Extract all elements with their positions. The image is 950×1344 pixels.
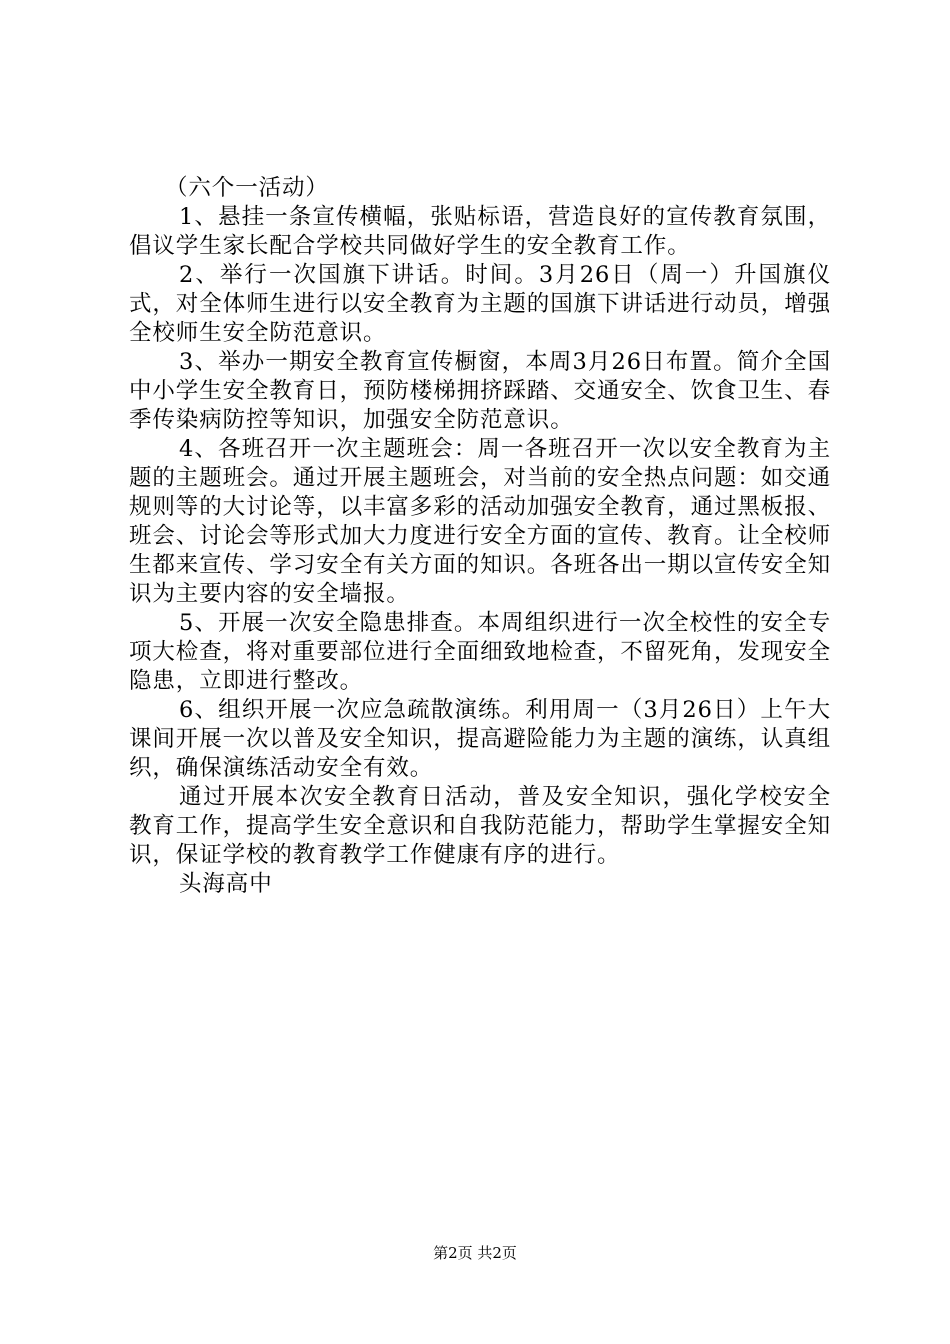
paragraph-conclusion: 通过开展本次安全教育日活动，普及安全知识，强化学校安全教育工作，提高学生安全意识和自我防范能力，帮助学生掌握安全知识，保证学校的教育教学工作健康有序的进行。 — [129, 784, 832, 868]
document-body — [129, 174, 831, 899]
paragraph-item-1: 1、悬挂一条宣传横幅，张贴标语，营造良好的宣传教育氛围，倡议学生家长配合学校共同做好学生的安全教育工作。 — [129, 204, 831, 259]
paragraph-item-3: 3、举办一期安全教育宣传橱窗，本周3月26日布置。简介全国中小学生安全教育日，预防楼梯拥挤踩踏、交通安全、饮食卫生、春季传染病防控等知识，加强安全防范意识。 — [129, 349, 832, 433]
paragraph-item-6: 6、组织开展一次应急疏散演练。利用周一（3月26日）上午大课间开展一次以普及安全知识，提高避险能力为主题的演练，认真组织，确保演练活动安全有效。 — [129, 697, 832, 781]
signature: 头海高中 — [179, 871, 273, 897]
page-footer: 第2页 共2页 — [433, 1244, 517, 1262]
paragraph-item-4: 4、各班召开一次主题班会：周一各班召开一次以安全教育为主题的主题班会。通过开展主题班会，对当前的安全热点问题：如交通规则等的大讨论等，以丰富多彩的活动加强安全教育，通过黑板报、班会、讨论会等形式加大力度进行安全方面的宣传、教育。让全校师生都来宣传、学习安全有关方面的知识。各班各出一期以宣传安全知识为主要内容的安全墙报。 — [129, 436, 832, 607]
document-heading: （六个一活动） — [165, 175, 329, 201]
paragraph-item-2: 2、举行一次国旗下讲话。时间。3月26日（周一）升国旗仪式，对全体师生进行以安全教育为主题的国旗下讲话进行动员，增强全校师生安全防范意识。 — [129, 262, 832, 346]
paragraph-item-5: 5、开展一次安全隐患排查。本周组织进行一次全校性的安全专项大检查，将对重要部位进行全面细致地检查，不留死角，发现安全隐患，立即进行整改。 — [129, 610, 832, 694]
